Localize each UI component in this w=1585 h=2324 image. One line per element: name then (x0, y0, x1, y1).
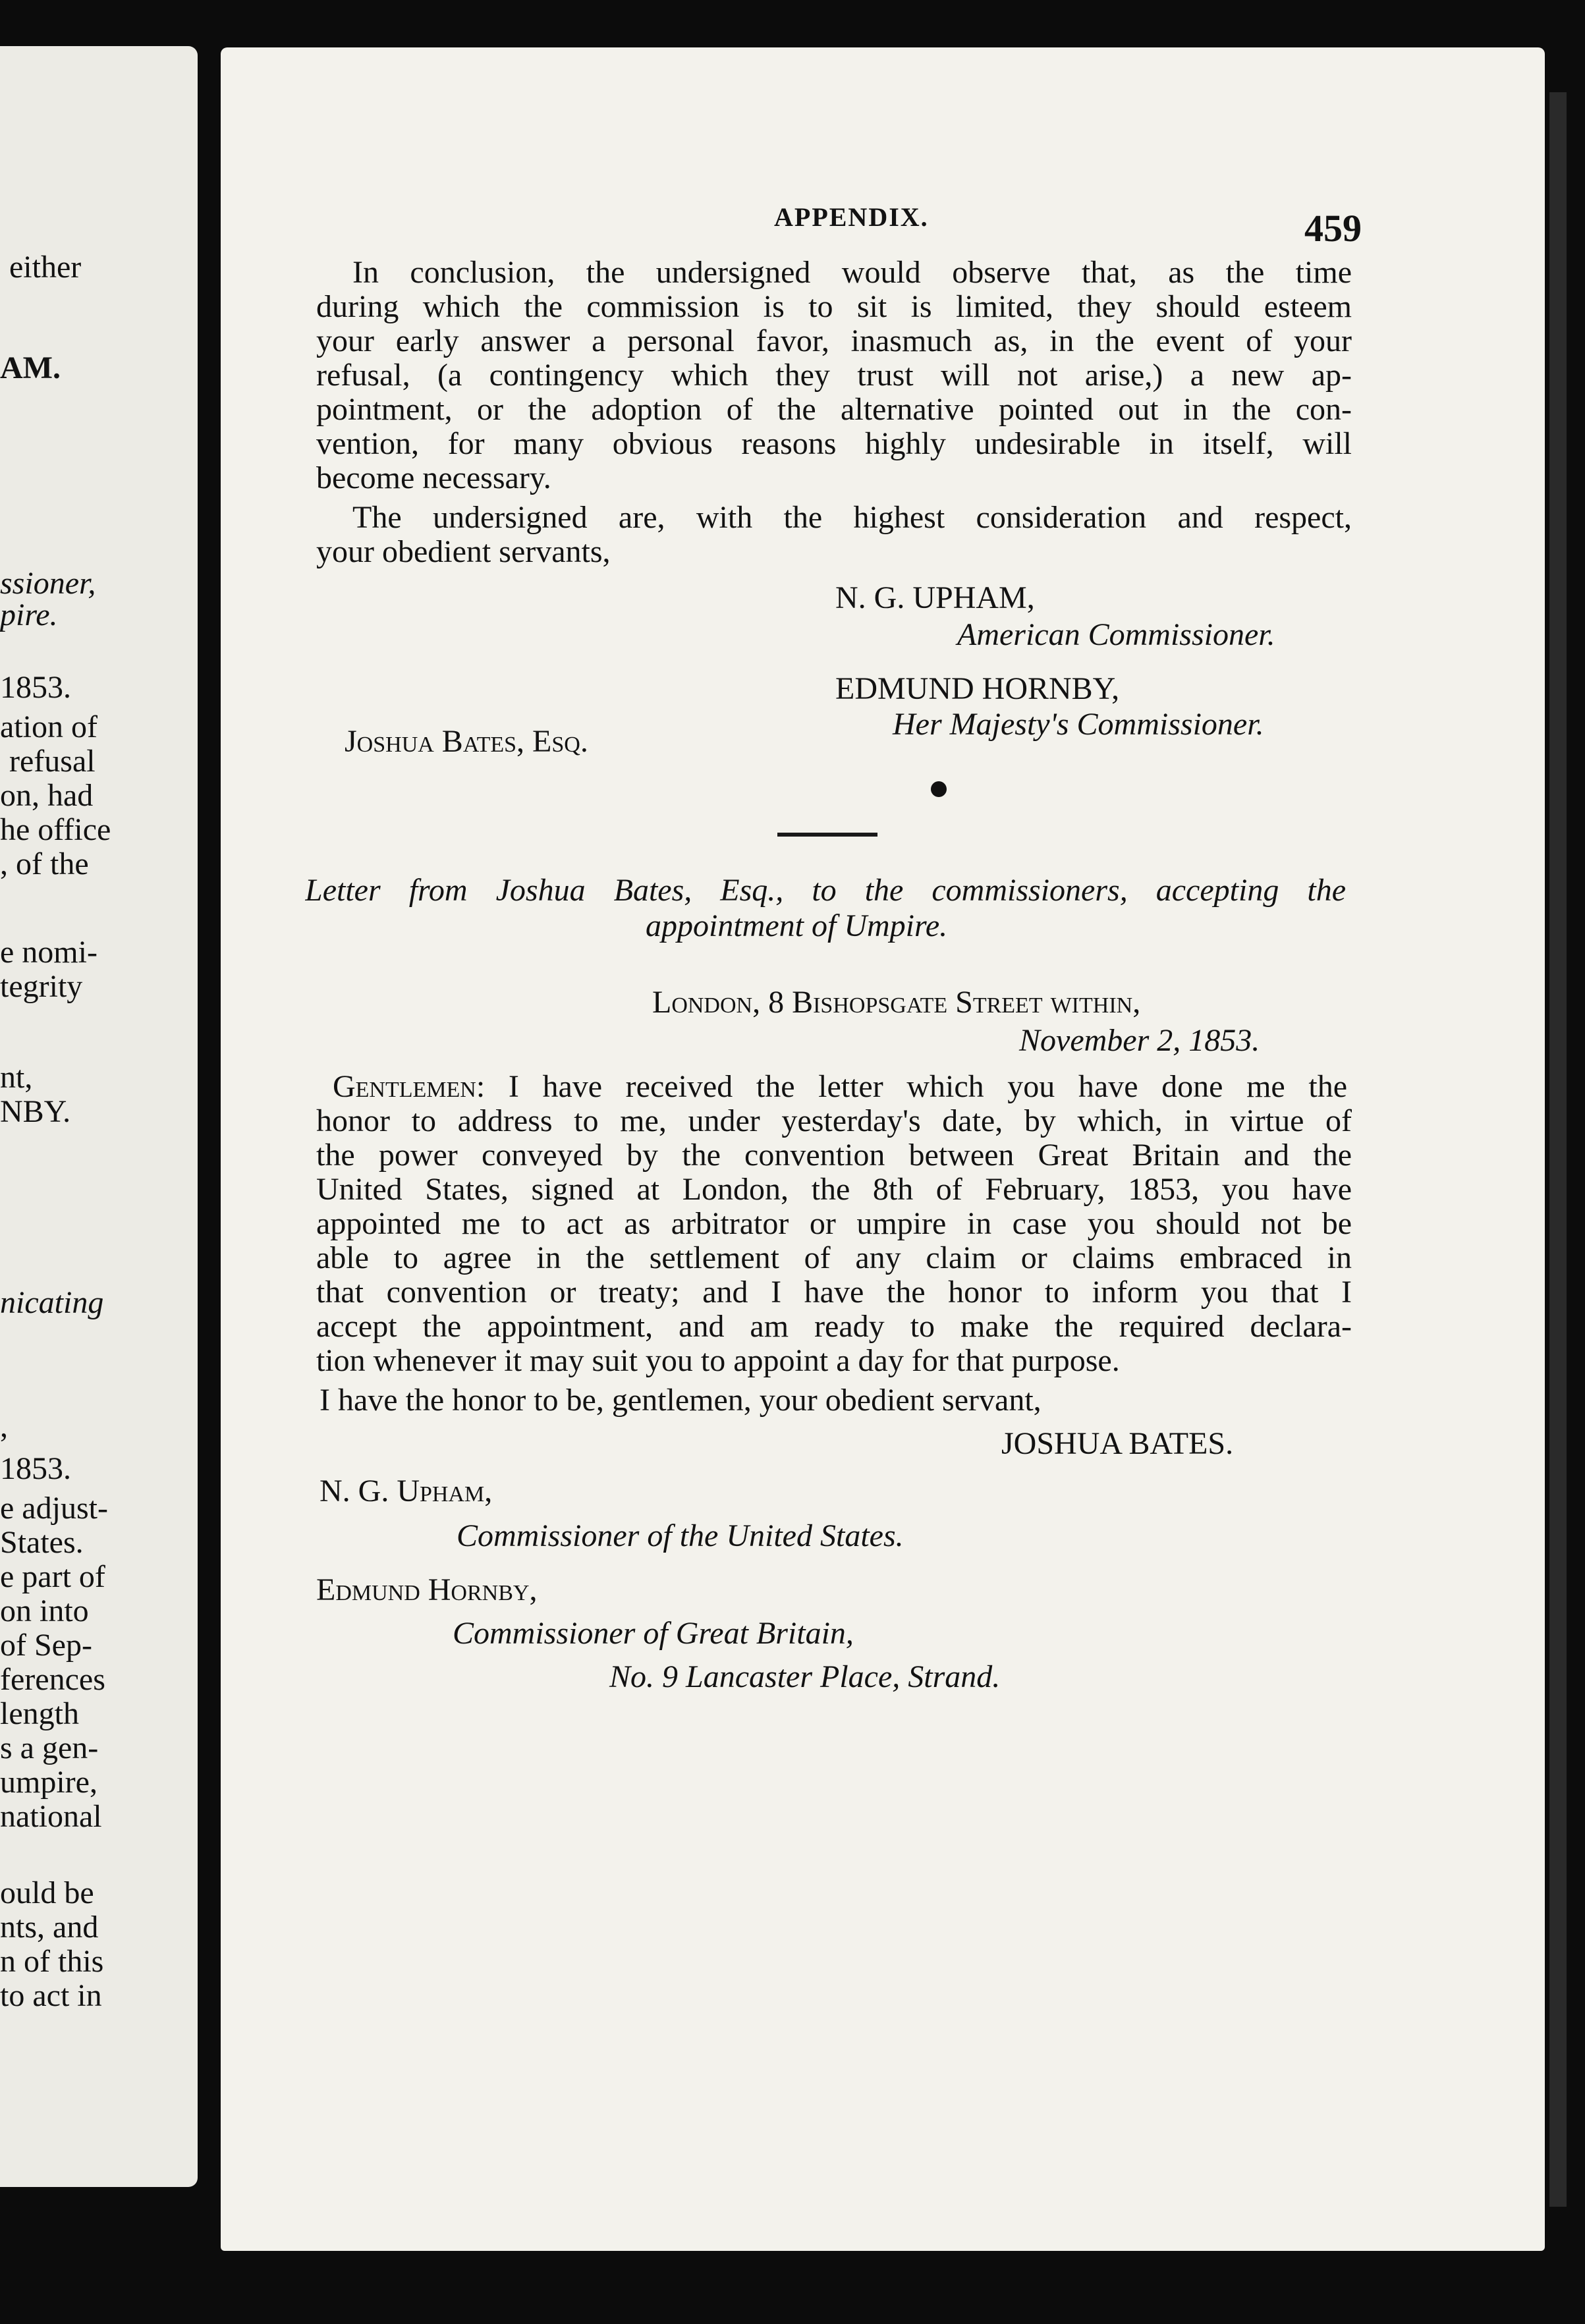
recipient-2-address: No. 9 Lancaster Place, Strand. (609, 1659, 1001, 1694)
page-edge (1549, 92, 1567, 2207)
recipient-1-name: N. G. Upham, (320, 1474, 493, 1508)
letter-body-line: honor to address to me, under yesterday's date, by which, in virtue of (316, 1105, 1352, 1138)
fragment-line: nicating (0, 1285, 104, 1320)
fragment-line: tegrity (0, 969, 83, 1004)
recipient-2-name: Edmund Hornby, (316, 1572, 538, 1607)
fragment-line: of Sep- (0, 1628, 92, 1663)
ink-dot (931, 781, 947, 797)
fragment-line: ssioner, (0, 566, 96, 601)
fragment-line: ould be (0, 1875, 94, 1910)
fragment-line: national (0, 1799, 102, 1834)
book-page (221, 47, 1545, 2251)
dateline-date-text: November 2, 1853. (1019, 1023, 1260, 1058)
letter-body-line: the power conveyed by the convention between Great Britain and the (316, 1140, 1352, 1173)
salutation: Gentlemen: (333, 1071, 486, 1104)
letter-body-line: I have received the letter which you have done me the (508, 1071, 1347, 1104)
dateline-date (1019, 1025, 1260, 1057)
signatory-2-name: EDMUND HORNBY, (835, 671, 1120, 706)
fragment-line: e part of (0, 1559, 105, 1594)
paragraph-1-line: vention, for many obvious reasons highly undesirable in itself, will (316, 428, 1352, 461)
signatory-2-title: Her Majesty's Commissioner. (893, 707, 1264, 742)
section-rule (777, 833, 877, 837)
letter-body-line: United States, signed at London, the 8th of February, 1853, you have (316, 1174, 1352, 1207)
fragment-line: States. (0, 1525, 84, 1560)
signer-name: JOSHUA BATES. (1001, 1426, 1234, 1461)
fragment-line: umpire, (0, 1765, 97, 1800)
letter-caption-line: Letter from Joshua Bates, Esq., to the commissioners, accepting the (305, 875, 1346, 908)
fragment-line: nt, (0, 1060, 33, 1095)
fragment-line: on into (0, 1593, 89, 1628)
addressee: Joshua Bates, Esq. (345, 724, 588, 759)
closing: I have the honor to be, gentlemen, your obedient servant, (320, 1383, 1042, 1418)
paragraph-1-line: pointment, or the adoption of the alternative pointed out in the con- (316, 394, 1352, 427)
letter-body-line: able to agree in the settlement of any claim or claims embraced in (316, 1242, 1352, 1275)
paragraph-1-line: become necessary. (316, 460, 551, 495)
letter-caption-line: appointment of Umpire. (646, 908, 948, 943)
letter-body-first-line (333, 1071, 1347, 1107)
page-number: 459 (1304, 207, 1362, 250)
paragraph-2-line: your obedient servants, (316, 534, 611, 569)
letter-body-line: appointed me to act as arbitrator or umpire in case you should not be (316, 1208, 1352, 1241)
letter-body-line: that convention or treaty; and I have the honor to inform you that I (316, 1277, 1352, 1310)
fragment-line: pire. (0, 597, 58, 632)
recipient-2-title: Commissioner of Great Britain, (453, 1616, 854, 1651)
paragraph-1-line: refusal, (a contingency which they trust will not arise,) a new ap- (316, 360, 1352, 393)
facing-page-fragment (0, 46, 198, 2187)
paragraph-1-line: In conclusion, the undersigned would observe that, as the time (352, 257, 1352, 290)
letter-body-line: accept the appointment, and am ready to make the required declara- (316, 1311, 1352, 1344)
fragment-line: either (9, 250, 82, 285)
running-head: APPENDIX. (774, 202, 929, 232)
paragraph-1-line: your early answer a personal favor, inasmuch as, in the event of your (316, 325, 1352, 358)
dateline-place: London, 8 Bishopsgate Street within, (652, 985, 1141, 1020)
letter-body-line: tion whenever it may suit you to appoint a day for that purpose. (316, 1343, 1120, 1378)
fragment-line: NBY. (0, 1094, 71, 1129)
fragment-line: 1853. (0, 670, 71, 705)
fragment-line: e nomi- (0, 935, 97, 970)
fragment-line: , (0, 1409, 8, 1444)
fragment-line: nts, and (0, 1910, 99, 1945)
fragment-line: ferences (0, 1662, 105, 1697)
fragment-line: 1853. (0, 1451, 71, 1486)
paragraph-2-line: The undersigned are, with the highest consideration and respect, (352, 502, 1352, 535)
fragment-line: to act in (0, 1978, 102, 2013)
paragraph-1-line: during which the commission is to sit is limited, they should esteem (316, 291, 1352, 324)
fragment-line: he office (0, 812, 111, 847)
signatory-1-title: American Commissioner. (957, 617, 1275, 652)
fragment-line: AM. (0, 350, 61, 385)
recipient-1-title: Commissioner of the United States. (457, 1518, 904, 1553)
fragment-line: , of the (0, 846, 89, 881)
fragment-line: n of this (0, 1944, 104, 1979)
fragment-line: length (0, 1696, 79, 1731)
signatory-1-name: N. G. UPHAM, (835, 580, 1035, 615)
fragment-line: s a gen- (0, 1730, 99, 1765)
fragment-line: on, had (0, 778, 94, 813)
fragment-line: ation of (0, 709, 97, 744)
fragment-line: refusal (9, 744, 96, 779)
fragment-line: e adjust- (0, 1491, 108, 1526)
